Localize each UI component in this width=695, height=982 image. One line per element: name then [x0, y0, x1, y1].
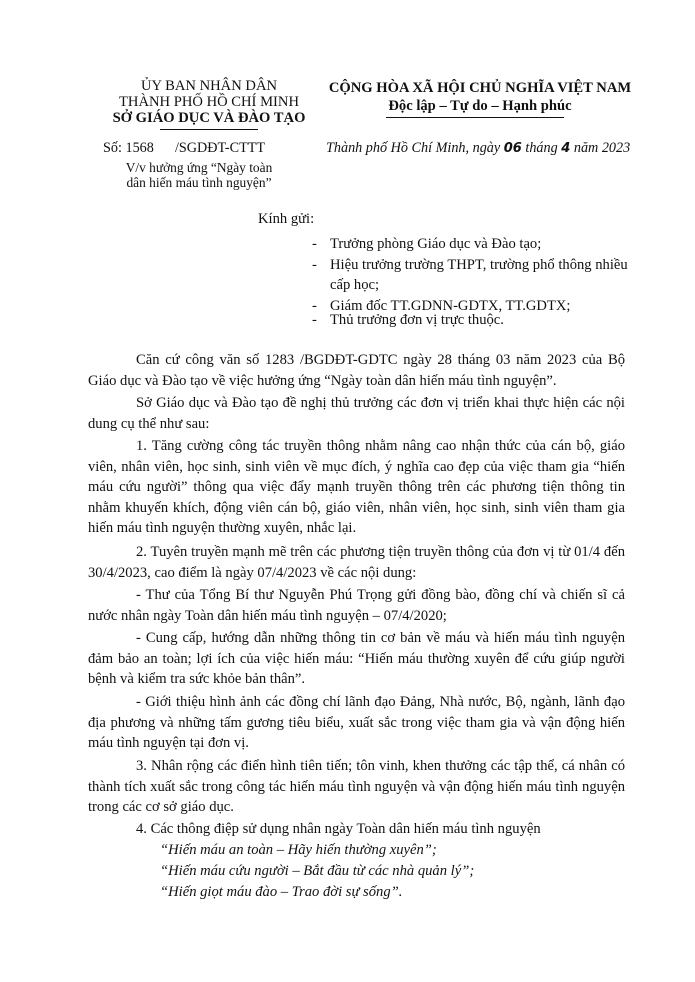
body-paragraph-item-3: 3. Nhân rộng các điển hình tiên tiến; tôn vinh, khen thưởng các tập thể, cá nhân có thành tích xuất sắc trong công tác hiến máu tình nguyện và vận động hiến máu tình nguyện trong các cơ sở giáo dục. [88, 758, 625, 816]
motto-underline [386, 117, 564, 118]
agency-line-3: SỞ GIÁO DỤC VÀ ĐÀO TẠO [112, 110, 306, 126]
body-paragraph-item-2: 2. Tuyên truyền mạnh mẽ trên các phương tiện truyền thông của đơn vị từ 01/4 đến 30/4/2023, cao điểm là ngày 07/4/2023 về các nội dung: [88, 544, 625, 581]
document-number-prefix: Số: 1568 [103, 140, 154, 156]
document-subject [99, 160, 299, 190]
date-prefix: Thành phố Hồ Chí Minh, ngày [326, 140, 504, 156]
motto: Độc lập – Tự do – Hạnh phúc [388, 98, 572, 114]
body-paragraph-item-1: 1. Tăng cường công tác truyền thông nhằm nâng cao nhận thức của cán bộ, giáo viên, nhân viên, học sinh, sinh viên về mục đích, ý nghĩa cao đẹp của việc tham gia “hiến máu cứu người” thông qua việc đẩy mạnh truyền thông trên các phương tiện thông tin nhằm khuyến khích, động viên cán bộ, giáo viên, nhân viên, học sinh, sinh viên tham gia hiến máu tình nguyện thường xuyên, nhắc lại. [88, 438, 625, 537]
country-title: CỘNG HÒA XÃ HỘI CHỦ NGHĨA VIỆT NAM [328, 80, 632, 96]
national-title [300, 80, 660, 115]
document-number-code: /SGDĐT-CTTT [174, 140, 266, 156]
recipients-label: Kính gửi: [258, 211, 315, 227]
message-2: “Hiến máu cứu người – Bắt đầu từ các nhà quản lý”; [160, 863, 475, 879]
agency-line-2: THÀNH PHỐ HỒ CHÍ MINH [119, 94, 299, 110]
agency-underline [160, 129, 258, 130]
date-month: 4 [561, 141, 571, 156]
body-paragraph-info: - Cung cấp, hướng dẫn những thông tin cơ bản về máu và hiến máu tình nguyện đảm bảo an toàn; lợi ích của việc hiến máu: “Hiến máu thường xuyên để cứu giúp người bệnh và kiểm tra sức khỏe bản thân”. [88, 630, 625, 688]
date-day: 06 [503, 141, 522, 156]
message-3: “Hiến giọt máu đào – Trao đời sự sống”. [160, 884, 403, 900]
body-paragraph-request: Sở Giáo dục và Đào tạo đề nghị thủ trưởng các đơn vị triển khai thực hiện các nội dung cụ thể như sau: [88, 395, 625, 432]
date-line [326, 140, 630, 157]
recipient-item: - Thủ trưởng đơn vị trực thuộc. [312, 312, 504, 328]
date-year: năm 2023 [570, 140, 631, 156]
body-paragraph-images: - Giới thiệu hình ảnh các đồng chí lãnh đạo Đảng, Nhà nước, Bộ, ngành, lãnh đạo địa phương và những tấm gương tiêu biểu, xuất sắc trong việc tham gia và vận động hiến máu tình nguyện tại đơn vị. [88, 694, 625, 752]
body-paragraph-basis: Căn cứ công văn số 1283 /BGDĐT-GDTC ngày 28 tháng 03 năm 2023 của Bộ Giáo dục và Đào tạo về việc hưởng ứng “Ngày toàn dân hiến máu tình nguyện”. [88, 352, 625, 389]
recipient-item: - Trưởng phòng Giáo dục và Đào tạo; [312, 236, 542, 252]
recipient-item: - Giám đốc TT.GDNN-GDTX, TT.GDTX; [312, 298, 571, 314]
message-1: “Hiến máu an toàn – Hãy hiến thường xuyên”; [160, 842, 437, 858]
recipient-item: - Hiệu trưởng trường THPT, trường phổ thông nhiều cấp học; [312, 257, 628, 293]
body-paragraph-letter: - Thư của Tổng Bí thư Nguyễn Phú Trọng gửi đồng bào, đồng chí và chiến sĩ cả nước nhân ngày Toàn dân hiến máu tình nguyện – 07/4/2020; [88, 587, 625, 624]
agency-line-1: ỦY BAN NHÂN DÂN [140, 78, 278, 94]
document-number [103, 140, 265, 157]
date-month-label: tháng [521, 140, 562, 156]
subject-line-1: V/v hưởng ứng “Ngày toàn [125, 160, 273, 175]
subject-line-2: dân hiến máu tình nguyện” [126, 175, 272, 190]
body-paragraph-item-4: 4. Các thông điệp sử dụng nhân ngày Toàn dân hiến máu tình nguyện [136, 821, 541, 837]
